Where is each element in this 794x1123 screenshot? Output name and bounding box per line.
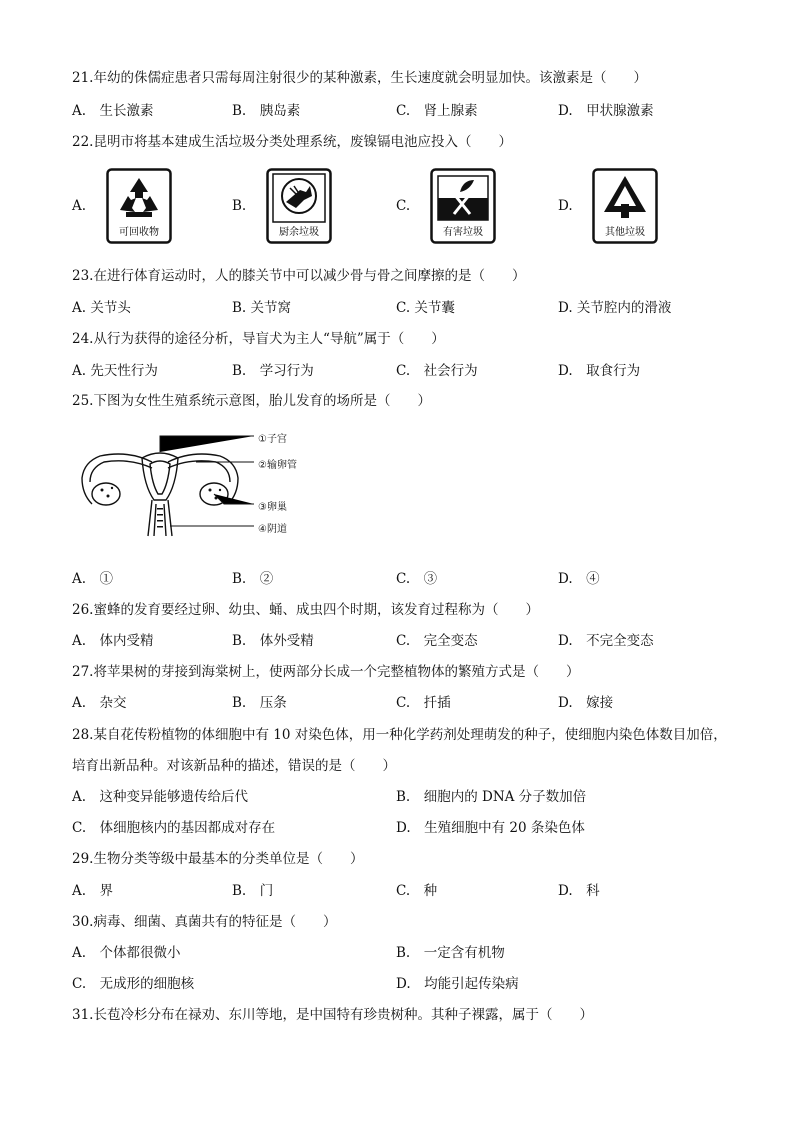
diagram-label-uterus: ①子宫 — [258, 434, 287, 445]
question-27-options — [72, 691, 732, 711]
question-29-stem: 29.生物分类等级中最基本的分类单位是（ ） — [72, 851, 364, 867]
q21-option-a[interactable]: A. 生长激素 — [72, 103, 154, 119]
q28-option-c[interactable]: C. 体细胞核内的基因都成对存在 — [72, 820, 276, 836]
q27-option-b[interactable]: B. 压条 — [232, 695, 287, 711]
diagram-label-vagina: ④阴道 — [258, 524, 287, 535]
q29-option-a[interactable]: A. 界 — [72, 883, 114, 899]
q22-option-c-caption: 有害垃圾 — [443, 227, 483, 238]
question-21-options — [72, 99, 732, 119]
q25-option-d[interactable]: D. ④ — [558, 571, 600, 587]
q25-option-b[interactable]: B. ② — [232, 571, 274, 587]
q21-option-b[interactable]: B. 胰岛素 — [232, 103, 301, 119]
q28-option-d[interactable]: D. 生殖细胞中有 20 条染色体 — [396, 820, 585, 836]
q27-option-c[interactable]: C. 扦插 — [396, 695, 451, 711]
q23-option-b[interactable]: B. 关节窝 — [232, 300, 292, 316]
question-26-stem: 26.蜜蜂的发育要经过卵、幼虫、蛹、成虫四个时期，该发育过程称为（ ） — [72, 602, 539, 618]
q26-option-a[interactable]: A. 体内受精 — [72, 633, 154, 649]
question-30-options-row1 — [72, 941, 732, 961]
diagram-label-ovary: ③卵巢 — [258, 502, 287, 513]
q30-option-d[interactable]: D. 均能引起传染病 — [396, 976, 519, 992]
hazardous-waste-bin-icon — [430, 168, 496, 244]
q21-option-c[interactable]: C. 肾上腺素 — [396, 103, 478, 119]
kitchen-waste-bin-icon — [266, 168, 332, 244]
q25-option-c[interactable]: C. ③ — [396, 571, 438, 587]
question-28-options-row1 — [72, 785, 732, 805]
q23-option-c[interactable]: C. 关节囊 — [396, 300, 455, 316]
q29-option-b[interactable]: B. 门 — [232, 883, 274, 899]
q22-option-a-caption: 可回收物 — [119, 227, 159, 238]
q22-option-c-label: C. — [396, 198, 411, 214]
q26-option-d[interactable]: D. 不完全变态 — [558, 633, 654, 649]
female-reproductive-system-diagram — [78, 428, 398, 542]
q22-option-a-label: A. — [72, 198, 87, 214]
q28-option-b[interactable]: B. 细胞内的 DNA 分子数加倍 — [396, 789, 587, 805]
q30-option-a[interactable]: A. 个体都很微小 — [72, 945, 181, 961]
question-22-stem: 22.昆明市将基本建成生活垃圾分类处理系统，废镍镉电池应投入（ ） — [72, 134, 512, 150]
q30-option-b[interactable]: B. 一定含有机物 — [396, 945, 505, 961]
q26-option-c[interactable]: C. 完全变态 — [396, 633, 478, 649]
q24-option-a[interactable]: A. 先天性行为 — [72, 363, 158, 379]
q22-option-d-label: D. — [558, 198, 573, 214]
question-21-stem: 21.年幼的侏儒症患者只需每周注射很少的某种激素，生长速度就会明显加快。该激素是（ ） — [72, 70, 647, 86]
other-waste-bin-icon — [592, 168, 658, 244]
q22-option-b-label: B. — [232, 198, 247, 214]
q23-option-a[interactable]: A. 关节头 — [72, 300, 131, 316]
question-27-stem: 27.将苹果树的芽接到海棠树上，使两部分长成一个完整植物体的繁殖方式是（ ） — [72, 664, 580, 680]
q21-option-d[interactable]: D. 甲状腺激素 — [558, 103, 654, 119]
question-25-stem: 25.下图为女性生殖系统示意图，胎儿发育的场所是（ ） — [72, 393, 431, 409]
q29-option-d[interactable]: D. 科 — [558, 883, 600, 899]
q27-option-d[interactable]: D. 嫁接 — [558, 695, 614, 711]
question-26-options — [72, 629, 732, 649]
question-28-stem-line1: 28.某自花传粉植物的体细胞中有 10 对染色体，用一种化学药剂处理萌发的种子，使细胞内染色体数目加倍， — [72, 727, 727, 743]
q26-option-b[interactable]: B. 体外受精 — [232, 633, 314, 649]
q30-option-c[interactable]: C. 无成形的细胞核 — [72, 976, 195, 992]
question-30-options-row2 — [72, 972, 732, 992]
question-30-stem: 30.病毒、细菌、真菌共有的特征是（ ） — [72, 914, 337, 930]
question-23-options — [72, 296, 732, 316]
question-28-stem-line2: 培育出新品种。对该新品种的描述，错误的是（ ） — [72, 758, 396, 774]
q25-option-a[interactable]: A. ① — [72, 571, 114, 587]
q28-option-a[interactable]: A. 这种变异能够遗传给后代 — [72, 789, 249, 805]
q23-option-d[interactable]: D. 关节腔内的滑液 — [558, 300, 672, 316]
q24-option-c[interactable]: C. 社会行为 — [396, 363, 478, 379]
question-22-image-options — [72, 168, 732, 244]
q22-option-d-caption: 其他垃圾 — [605, 227, 645, 238]
q22-option-b-caption: 厨余垃圾 — [279, 227, 319, 238]
q24-option-b[interactable]: B. 学习行为 — [232, 363, 314, 379]
question-24-stem: 24.从行为获得的途径分析，导盲犬为主人“导航”属于（ ） — [72, 331, 445, 347]
question-25-options — [72, 567, 732, 587]
q29-option-c[interactable]: C. 种 — [396, 883, 438, 899]
reproductive-system-illustration — [78, 428, 398, 538]
q27-option-a[interactable]: A. 杂交 — [72, 695, 127, 711]
question-23-stem: 23.在进行体育运动时，人的膝关节中可以减少骨与骨之间摩擦的是（ ） — [72, 268, 526, 284]
recyclable-bin-icon — [106, 168, 172, 244]
question-29-options — [72, 879, 732, 899]
question-24-options — [72, 359, 732, 379]
question-31-stem: 31.长苞冷杉分布在禄劝、东川等地，是中国特有珍贵树种。其种子裸露，属于（ ） — [72, 1007, 593, 1023]
diagram-label-fallopian-tube: ②输卵管 — [258, 460, 297, 471]
question-28-options-row2 — [72, 816, 732, 836]
q24-option-d[interactable]: D. 取食行为 — [558, 363, 641, 379]
